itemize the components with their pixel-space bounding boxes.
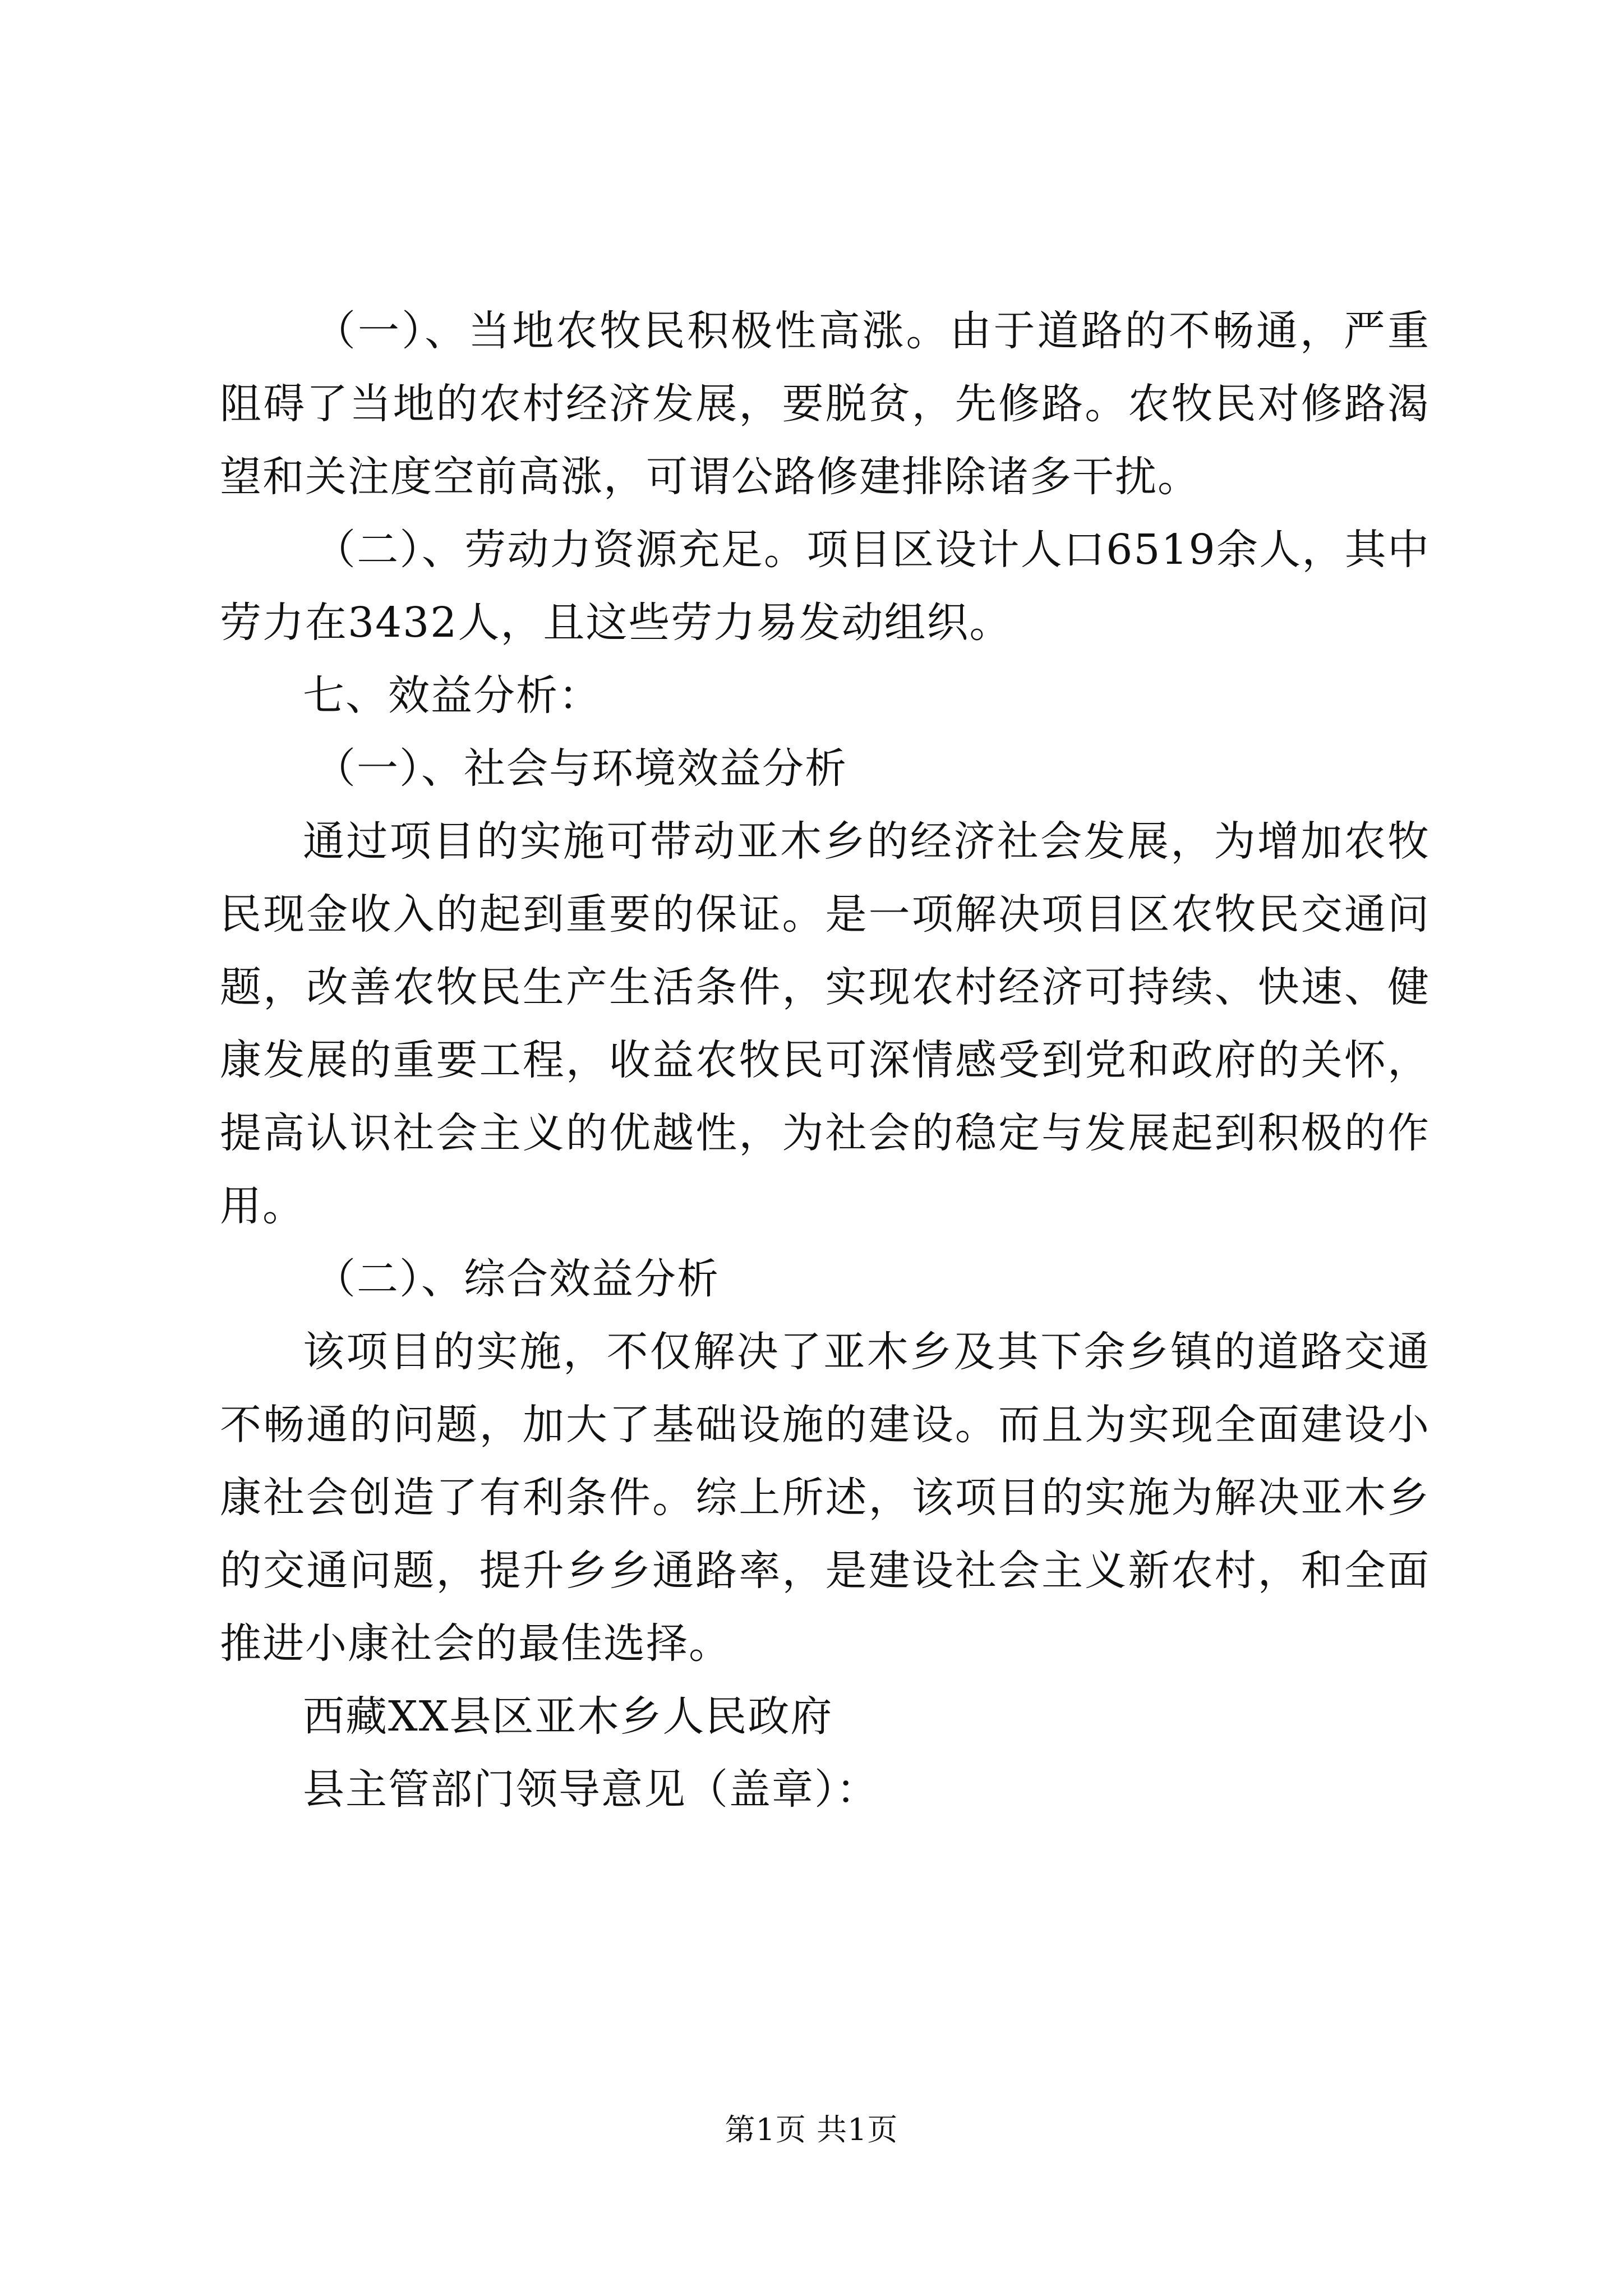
paragraph-social-benefit: 通过项目的实施可带动亚木乡的经济社会发展，为增加农牧民现金收入的起到重要的保证。是一项解决项目区农牧民交通问题，改善农牧民生产生活条件，实现农村经济可持续、快速、健康发展的重要工程，收益农牧民可深情感受到党和政府的关怀，提高认识社会主义的优越性，为社会的稳定与发展起到积极的作用。 <box>220 817 1430 1230</box>
paragraph-labor-enthusiasm: （一）、当地农牧民积极性高涨。由于道路的不畅通，严重阻碍了当地的农村经济发展，要脱贫，先修路。农牧民对修路渴望和关注度空前高涨，可谓公路修建排除诸多干扰。 <box>220 307 1430 501</box>
paragraph-comprehensive-benefit: 该项目的实施，不仅解决了亚木乡及其下余乡镇的道路交通不畅通的问题，加大了基础设施的建设。而且为实现全面建设小康社会创造了有利条件。综上所述，该项目的实施为解决亚木乡的交通问题，提升乡乡通路率，是建设社会主义新农村，和全面推进小康社会的最佳选择。 <box>220 1328 1430 1668</box>
county-department-opinion: 县主管部门领导意见（盖章）： <box>303 1765 879 1814</box>
section-heading-benefit-analysis: 七、效益分析： <box>303 671 601 720</box>
subheading-comprehensive-benefit: （二）、综合效益分析 <box>314 1255 720 1303</box>
paragraph-labor-resources: （二）、劳动力资源充足。项目区设计人口6519余人，其中劳力在3432人，且这些劳力易发动组织。 <box>220 526 1430 647</box>
page-number-footer: 第1页 共1页 <box>725 2112 898 2147</box>
signature-government: 西藏XX县区亚木乡人民政府 <box>303 1692 833 1741</box>
subheading-social-environmental: （一）、社会与环境效益分析 <box>314 744 847 793</box>
document-body <box>220 295 1430 1826</box>
